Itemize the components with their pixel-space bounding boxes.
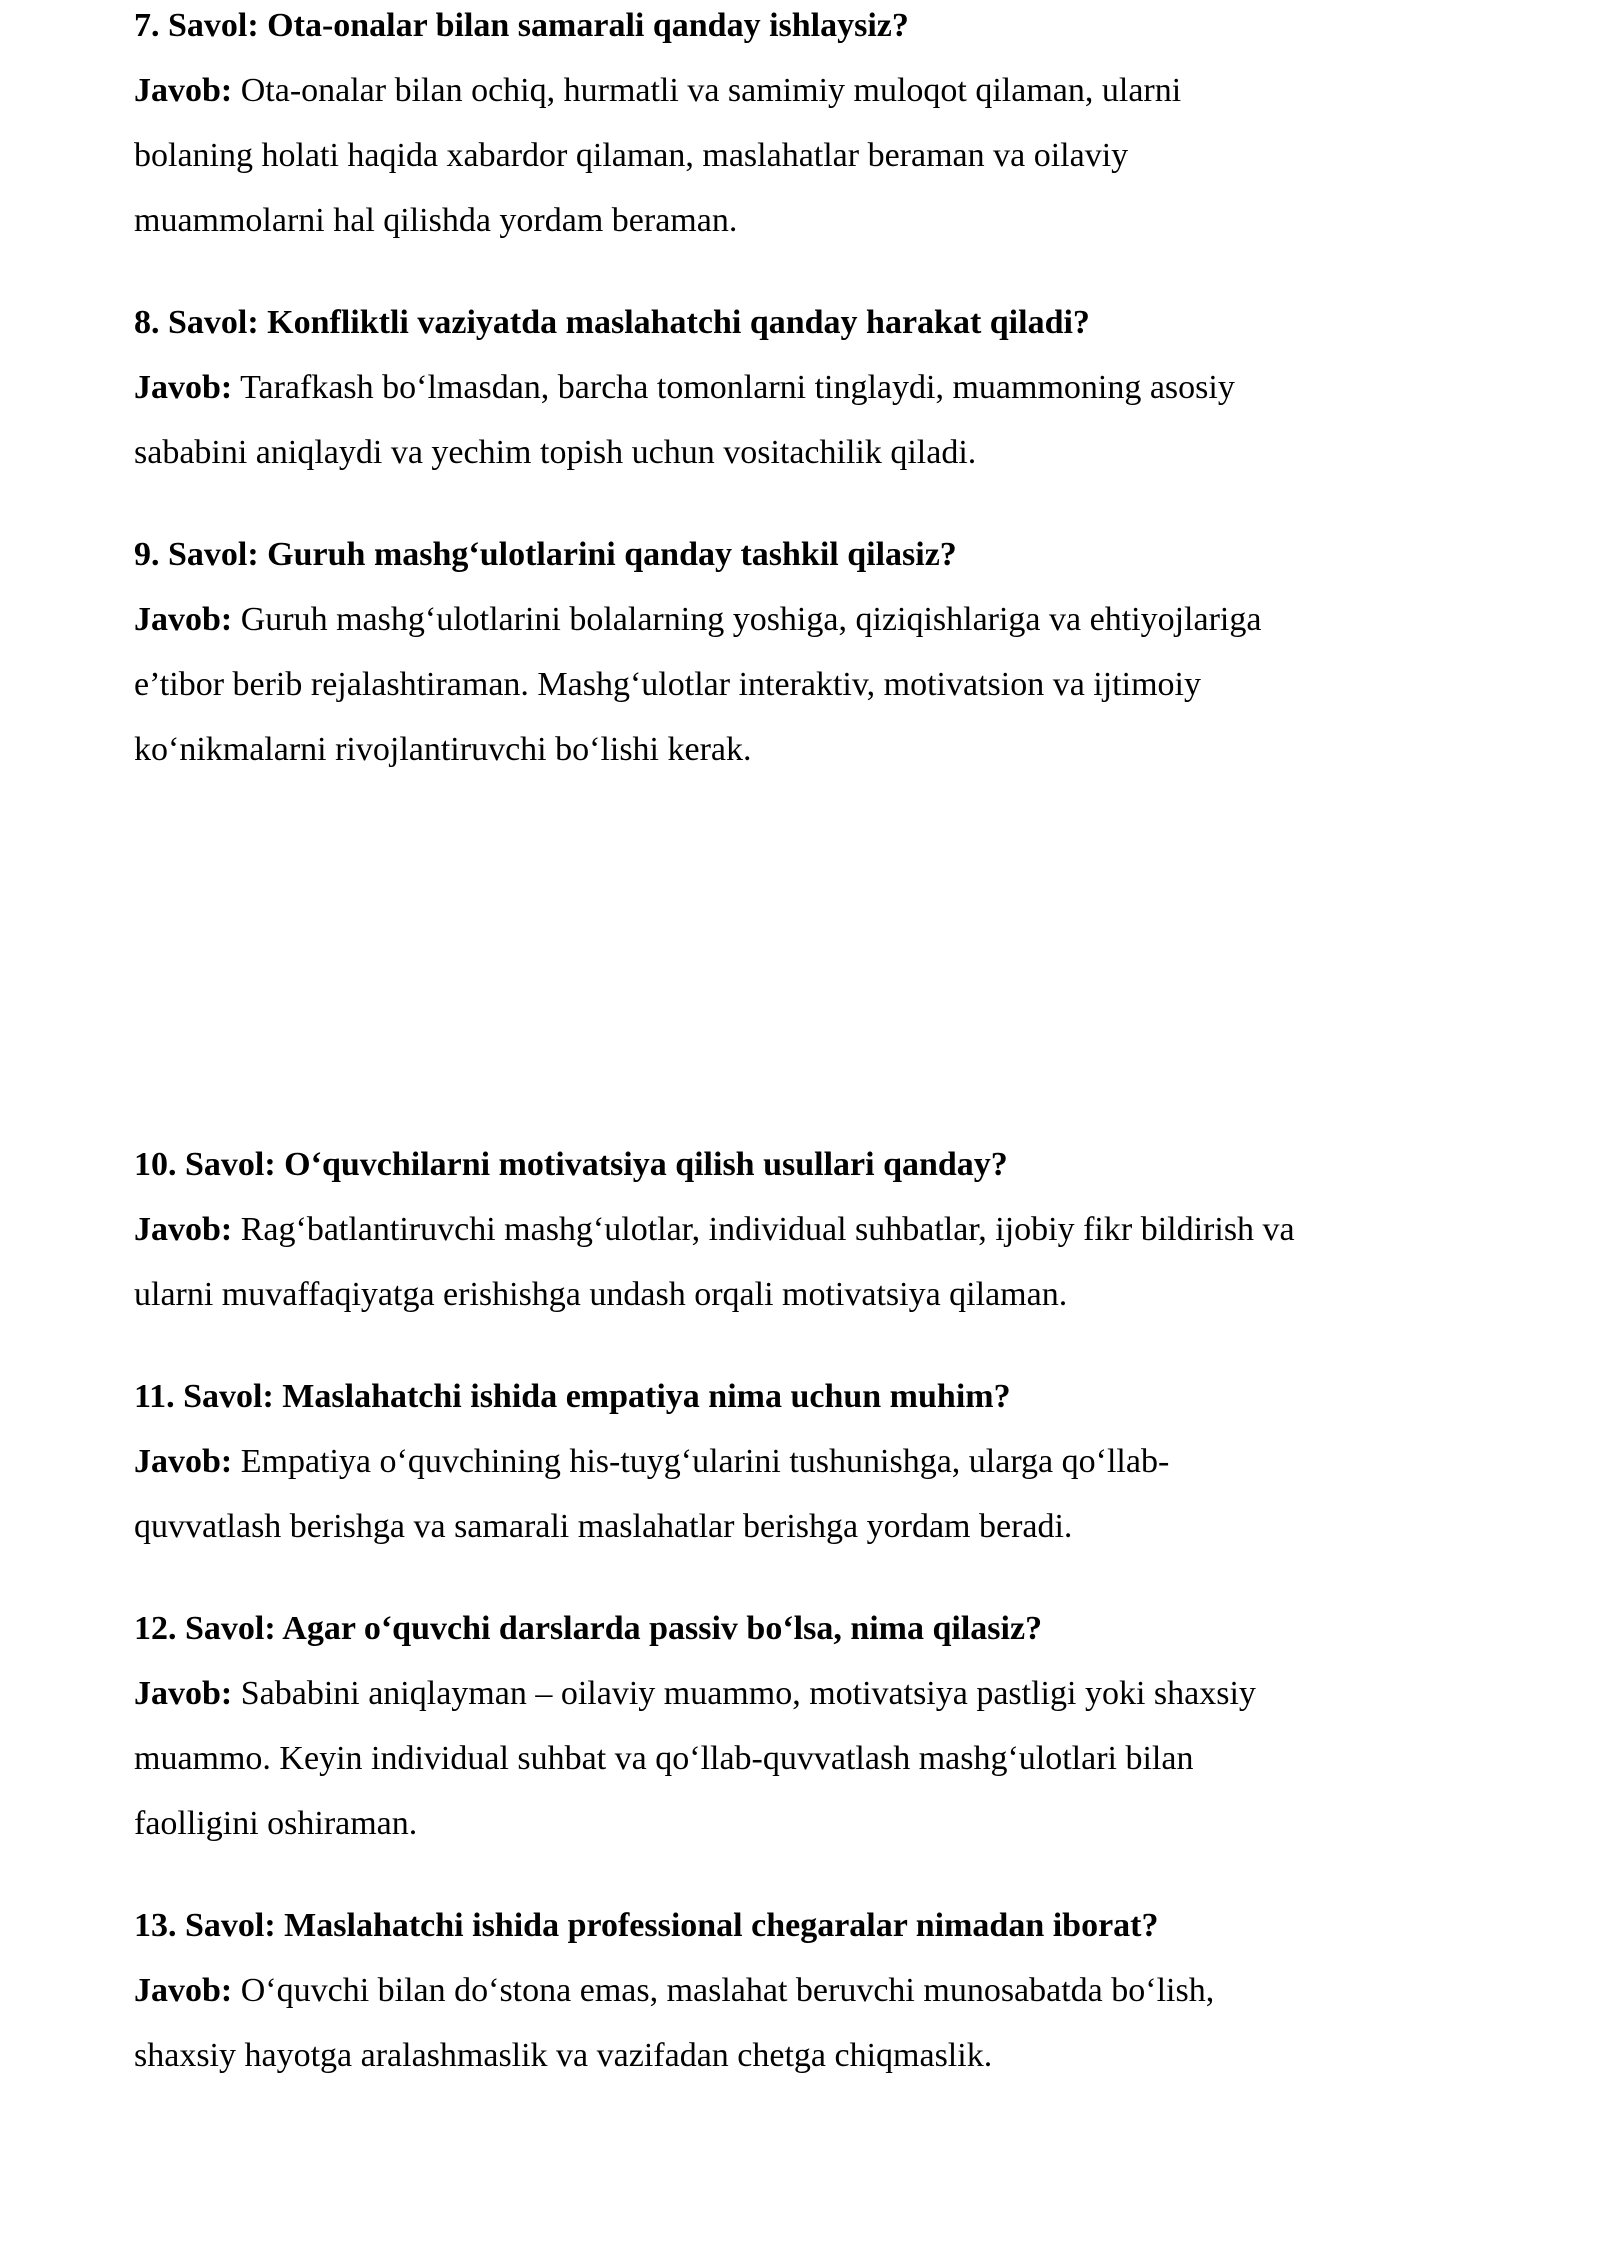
qa-block-11 [134, 1364, 1474, 1559]
qa-block-7 [134, 0, 1474, 253]
answer-text: O‘quvchi bilan do‘stona emas, maslahat beruvchi munosabatda bo‘lish, [240, 1972, 1215, 2009]
question-heading: 13. Savol: Maslahatchi ishida professional chegaralar nimadan iborat? [134, 1907, 1159, 1944]
answer-line [134, 1197, 1474, 1262]
answer-text: Guruh mashg‘ulotlarini bolalarning yoshiga, qiziqishlariga va ehtiyojlariga [240, 601, 1262, 638]
answer-line [134, 355, 1474, 420]
answer-line: faolligini oshiraman. [134, 1805, 418, 1842]
qa-block-9 [134, 522, 1474, 782]
answer-line [134, 587, 1474, 652]
answer-line: muammo. Keyin individual suhbat va qo‘llab-quvvatlash mashg‘ulotlari bilan [134, 1740, 1194, 1777]
answer-line [134, 1661, 1474, 1726]
qa-block-10 [134, 1132, 1474, 1327]
answer-label: Javob: [134, 72, 233, 109]
qa-block-13 [134, 1893, 1474, 2088]
qa-block-12 [134, 1596, 1474, 1856]
answer-label: Javob: [134, 1211, 233, 1248]
question-heading: 11. Savol: Maslahatchi ishida empatiya nima uchun muhim? [134, 1378, 1011, 1415]
answer-line: ko‘nikmalarni rivojlantiruvchi bo‘lishi kerak. [134, 731, 752, 768]
answer-label: Javob: [134, 1675, 233, 1712]
answer-label: Javob: [134, 601, 233, 638]
answer-text: Tarafkash bo‘lmasdan, barcha tomonlarni tinglaydi, muammoning asosiy [240, 369, 1235, 406]
answer-line: shaxsiy hayotga aralashmaslik va vazifadan chetga chiqmaslik. [134, 2037, 993, 2074]
answer-text: Ota-onalar bilan ochiq, hurmatli va samimiy muloqot qilaman, ularni [240, 72, 1182, 109]
answer-line: muammolarni hal qilishda yordam beraman. [134, 202, 738, 239]
qa-block-8 [134, 290, 1474, 485]
answer-label: Javob: [134, 1443, 233, 1480]
answer-label: Javob: [134, 369, 233, 406]
question-heading: 12. Savol: Agar o‘quvchi darslarda passiv bo‘lsa, nima qilasiz? [134, 1610, 1043, 1647]
answer-line: e’tibor berib rejalashtiraman. Mashg‘ulotlar interaktiv, motivatsion va ijtimoiy [134, 666, 1201, 703]
answer-line: sababini aniqlaydi va yechim topish uchun vositachilik qiladi. [134, 434, 977, 471]
question-heading: 8. Savol: Konfliktli vaziyatda maslahatchi qanday harakat qiladi? [134, 304, 1090, 341]
question-heading: 7. Savol: Ota-onalar bilan samarali qanday ishlaysiz? [134, 7, 909, 44]
answer-line: ularni muvaffaqiyatga erishishga undash orqali motivatsiya qilaman. [134, 1276, 1068, 1313]
question-heading: 9. Savol: Guruh mashg‘ulotlarini qanday tashkil qilasiz? [134, 536, 957, 573]
answer-text: Rag‘batlantiruvchi mashg‘ulotlar, individual suhbatlar, ijobiy fikr bildirish va [240, 1211, 1295, 1248]
question-heading: 10. Savol: O‘quvchilarni motivatsiya qilish usullari qanday? [134, 1146, 1008, 1183]
answer-line: quvvatlash berishga va samarali maslahatlar berishga yordam beradi. [134, 1508, 1073, 1545]
answer-line [134, 1958, 1474, 2023]
answer-line: bolaning holati haqida xabardor qilaman, maslahatlar beraman va oilaviy [134, 137, 1129, 174]
answer-line [134, 1429, 1474, 1494]
answer-text: Empatiya o‘quvchining his-tuyg‘ularini tushunishga, ularga qo‘llab- [240, 1443, 1170, 1480]
answer-text: Sababini aniqlayman – oilaviy muammo, motivatsiya pastligi yoki shaxsiy [240, 1675, 1256, 1712]
answer-label: Javob: [134, 1972, 233, 2009]
answer-line [134, 58, 1474, 123]
